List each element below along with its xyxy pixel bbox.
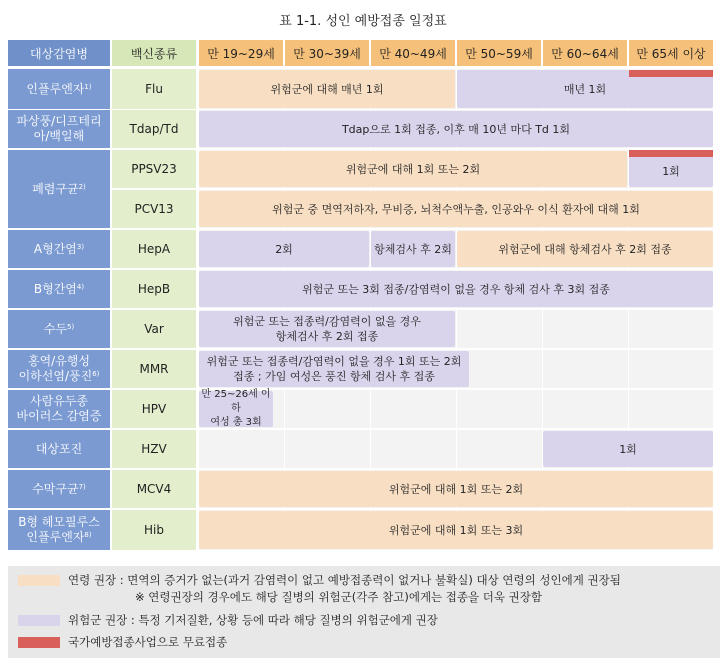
bar-hepa-risk: 위험군에 대해 항체검사 후 2회 접종 <box>457 231 713 267</box>
disease-text: 홍역/유행성 <box>27 354 90 368</box>
disease-text-line <box>19 369 100 384</box>
bar-hepa-check: 항체검사 후 2회 <box>371 231 455 267</box>
disease-label-meningococcal <box>8 470 110 508</box>
disease-label-hpv <box>8 390 110 428</box>
legend-swatch-age <box>18 575 60 586</box>
disease-text: 인플루엔자 <box>26 530 85 544</box>
bar-ppsv-65: 1회 <box>629 151 713 187</box>
vaccine-label-ppsv23: PPSV23 <box>112 150 196 188</box>
nip-marker-ppsv <box>629 150 713 157</box>
disease-text: B형 헤모필루스 <box>18 515 100 529</box>
bar-text: 항체검사 후 2회 접종 <box>275 330 379 343</box>
disease-text: B형간염 <box>33 281 77 296</box>
vaccine-label-hzv: HZV <box>112 430 196 468</box>
disease-text: 바이러스 감염증 <box>16 409 102 423</box>
header-vaccine: 백신종류 <box>112 40 196 66</box>
disease-label-pneumococcal <box>8 150 110 228</box>
bar-ppsv-risk: 위험군에 대해 1회 또는 2회 <box>199 151 627 187</box>
disease-text: 아/백일해 <box>33 129 85 143</box>
bar-hepb: 위험군 또는 3회 접종/감염력이 없을 경우 항체 검사 후 3회 접종 <box>199 271 713 307</box>
bar-mmr <box>199 351 469 387</box>
footnote-mark: 2) <box>78 182 86 191</box>
disease-label-hepa <box>8 230 110 268</box>
bar-hpv <box>199 391 273 427</box>
vaccine-label-var: Var <box>112 310 196 348</box>
disease-text: 대상포진 <box>35 441 83 456</box>
footnote-mark: 6) <box>92 370 100 378</box>
vaccine-label-mmr: MMR <box>112 350 196 388</box>
footnote-mark: 3) <box>76 242 85 251</box>
bar-tdap: Tdap으로 1회 접종, 이후 매 10년 마다 Td 1회 <box>199 111 713 147</box>
disease-text: 사람유두종 <box>30 394 88 408</box>
disease-label-influenza <box>8 69 110 109</box>
vaccine-label-hpv: HPV <box>112 390 196 428</box>
legend-age-text: 연령 권장 : 면역의 증거가 없는(과거 감염력이 없고 예방접종력이 없거나 불확실) 대상 연령의 성인에게 권장됨 <box>68 573 621 587</box>
legend-risk-text: 위험군 권장 : 특정 기저질환, 상황 등에 따라 해당 질병의 위험군에게 권장 <box>68 613 438 627</box>
disease-label-mmr <box>8 350 110 388</box>
footnote-mark: 7) <box>78 482 86 491</box>
disease-text: 수두 <box>43 321 67 336</box>
bar-flu-65: 매년 1회 <box>457 70 713 108</box>
vaccine-label-tdap: Tdap/Td <box>112 110 196 148</box>
header-age-60-64: 만 60~64세 <box>543 40 627 66</box>
legend-age-note: ※ 연령권장의 경우에도 해당 질병의 위험군(각주 참고)에게는 접종을 더욱 권장함 <box>135 590 542 604</box>
legend-nip-text: 국가예방접종사업으로 무료접종 <box>68 635 228 649</box>
legend-swatch-nip <box>18 637 60 648</box>
legend-swatch-risk <box>18 615 60 626</box>
footnote-mark: 5) <box>67 322 75 331</box>
bar-hib: 위험군에 대해 1회 또는 3회 <box>199 511 713 549</box>
footnote-mark: 4) <box>76 282 85 291</box>
bar-hepa-2: 2회 <box>199 231 369 267</box>
header-age-30-39: 만 30~39세 <box>285 40 369 66</box>
footnote-mark: 1) <box>84 82 92 91</box>
header-category: 대상감염병 <box>8 40 110 66</box>
disease-text-line <box>26 530 91 545</box>
disease-text: 수막구균 <box>32 481 79 496</box>
disease-text: A형간염 <box>33 241 77 256</box>
bar-hzv: 1회 <box>543 431 713 467</box>
bar-text: 접종 ; 가임 여성은 풍진 항체 검사 후 접종 <box>233 370 435 383</box>
disease-label-hepb <box>8 270 110 308</box>
bar-text: 위험군 또는 접종력/감염력이 없을 경우 1회 또는 2회 <box>206 355 462 368</box>
vaccine-label-hepa: HepA <box>112 230 196 268</box>
header-age-50-59: 만 50~59세 <box>457 40 541 66</box>
disease-label-hib <box>8 510 110 550</box>
header-age-65-plus: 만 65세 이상 <box>629 40 713 66</box>
bar-mcv4: 위험군에 대해 1회 또는 2회 <box>199 471 713 507</box>
bar-flu-risk: 위험군에 대해 매년 1회 <box>199 70 455 108</box>
disease-text: 파상풍/디프테리 <box>16 114 102 128</box>
header-age-19-29: 만 19~29세 <box>199 40 283 66</box>
disease-text: 폐렴구균 <box>32 181 79 196</box>
header-age-40-49: 만 40~49세 <box>371 40 455 66</box>
disease-label-tdap <box>8 110 110 148</box>
disease-label-varicella <box>8 310 110 348</box>
footnote-mark: 8) <box>84 531 92 539</box>
legend <box>8 566 720 658</box>
vaccine-label-pcv13: PCV13 <box>112 190 196 228</box>
bar-pcv13: 위험군 중 면역저하자, 무비증, 뇌척수액누출, 인공와우 이식 환자에 대해 1회 <box>199 191 713 227</box>
disease-label-zoster <box>8 430 110 468</box>
bar-text: 위험군 또는 접종력/감염력이 없을 경우 <box>233 315 421 328</box>
vaccine-label-mcv4: MCV4 <box>112 470 196 508</box>
nip-marker-flu <box>629 70 713 77</box>
vaccine-label-hepb: HepB <box>112 270 196 308</box>
vaccine-label-flu: Flu <box>112 69 196 109</box>
bar-var <box>199 311 455 347</box>
bar-text: 만 25~26세 이하 <box>201 389 271 414</box>
table-title: 표 1-1. 성인 예방접종 일정표 <box>279 14 447 29</box>
disease-text: 인플루엔자 <box>26 81 85 96</box>
disease-text: 이하선염/풍진 <box>18 369 93 383</box>
bar-text: 여성 총 3회 <box>210 417 262 428</box>
vaccine-label-hib: Hib <box>112 510 196 550</box>
